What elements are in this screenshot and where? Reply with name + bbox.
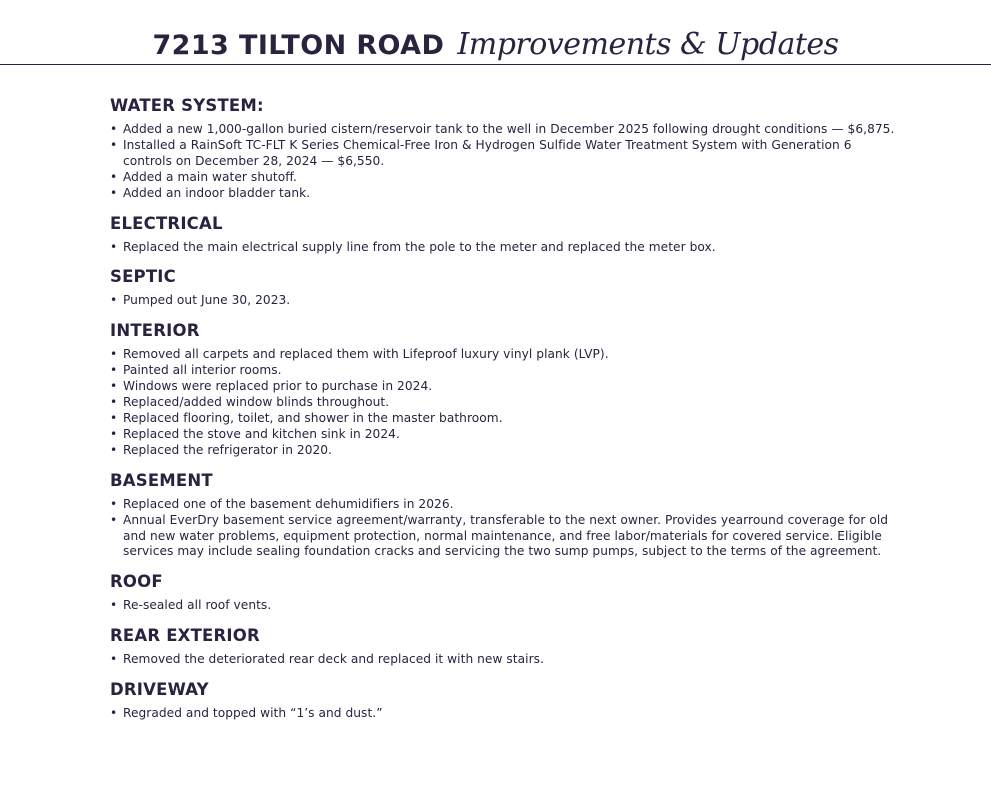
list-item: • Painted all interior rooms.: [110, 363, 900, 379]
section-items: [110, 293, 900, 309]
section-items: [110, 497, 900, 561]
section-title: REAR EXTERIOR: [110, 626, 260, 646]
section-roof: [110, 571, 900, 614]
section-title: WATER SYSTEM:: [110, 96, 264, 115]
section-items: [110, 706, 900, 722]
section-rear-exterior: [110, 625, 900, 668]
list-item: • Regraded and topped with “1’s and dust.”: [110, 706, 900, 722]
section-items: [110, 347, 900, 458]
list-item: • Replaced the main electrical supply line from the pole to the meter and replaced the meter box.: [110, 240, 900, 256]
list-item: • Re-sealed all roof vents.: [110, 598, 900, 614]
list-item: • Added a main water shutoff.: [110, 170, 900, 186]
property-address: 7213 TILTON ROAD: [152, 30, 445, 61]
list-item: • Replaced the stove and kitchen sink in 2024.: [110, 427, 900, 443]
list-item: • Replaced/added window blinds throughout.: [110, 395, 900, 411]
section-title: SEPTIC: [110, 267, 176, 287]
section-title: ELECTRICAL: [110, 213, 223, 233]
section-title: BASEMENT: [110, 470, 213, 490]
improvements-list: [110, 95, 900, 733]
list-item: • Replaced the refrigerator in 2020.: [110, 443, 900, 459]
page-subtitle: Improvements & Updates: [457, 27, 839, 62]
section-electrical: [110, 213, 900, 256]
section-title: INTERIOR: [110, 321, 200, 341]
section-interior: [110, 320, 900, 458]
list-item: • Removed the deteriorated rear deck and replaced it with new stairs.: [110, 652, 900, 668]
list-item: • Installed a RainSoft TC-FLT K Series Chemical-Free Iron & Hydrogen Sulfide Water Treatment System with Generation 6 controls on December 28, 2024 — $6,550.: [110, 138, 900, 170]
section-items: [110, 122, 900, 202]
header-divider: [0, 64, 991, 65]
section-basement: [110, 470, 900, 561]
list-item: • Annual EverDry basement service agreement/warranty, transferable to the next owner. Provides yearround coverage for old and new water problems, equipment protection, normal maintenance, and free labor/materials for covered service. Eligible services may include sealing foundation cracks and servicing the two sump pumps, subject to the terms of the agreement.: [110, 513, 900, 561]
section-items: [110, 240, 900, 256]
list-item: • Replaced one of the basement dehumidifiers in 2026.: [110, 497, 900, 513]
section-septic: [110, 266, 900, 309]
section-items: [110, 652, 900, 668]
list-item: • Removed all carpets and replaced them with Lifeproof luxury vinyl plank (LVP).: [110, 347, 900, 363]
section-title: DRIVEWAY: [110, 680, 209, 700]
page-title: [0, 27, 991, 62]
section-driveway: [110, 679, 900, 722]
section-items: [110, 598, 900, 614]
list-item: • Pumped out June 30, 2023.: [110, 293, 900, 309]
section-title: ROOF: [110, 572, 163, 592]
list-item: • Added a new 1,000-gallon buried cistern/reservoir tank to the well in December 2025 following drought conditions — $6,875.: [110, 122, 900, 138]
list-item: • Replaced flooring, toilet, and shower in the master bathroom.: [110, 411, 900, 427]
list-item: • Windows were replaced prior to purchase in 2024.: [110, 379, 900, 395]
list-item: • Added an indoor bladder tank.: [110, 186, 900, 202]
page-header: [0, 0, 991, 66]
section-water-system: [110, 95, 900, 202]
